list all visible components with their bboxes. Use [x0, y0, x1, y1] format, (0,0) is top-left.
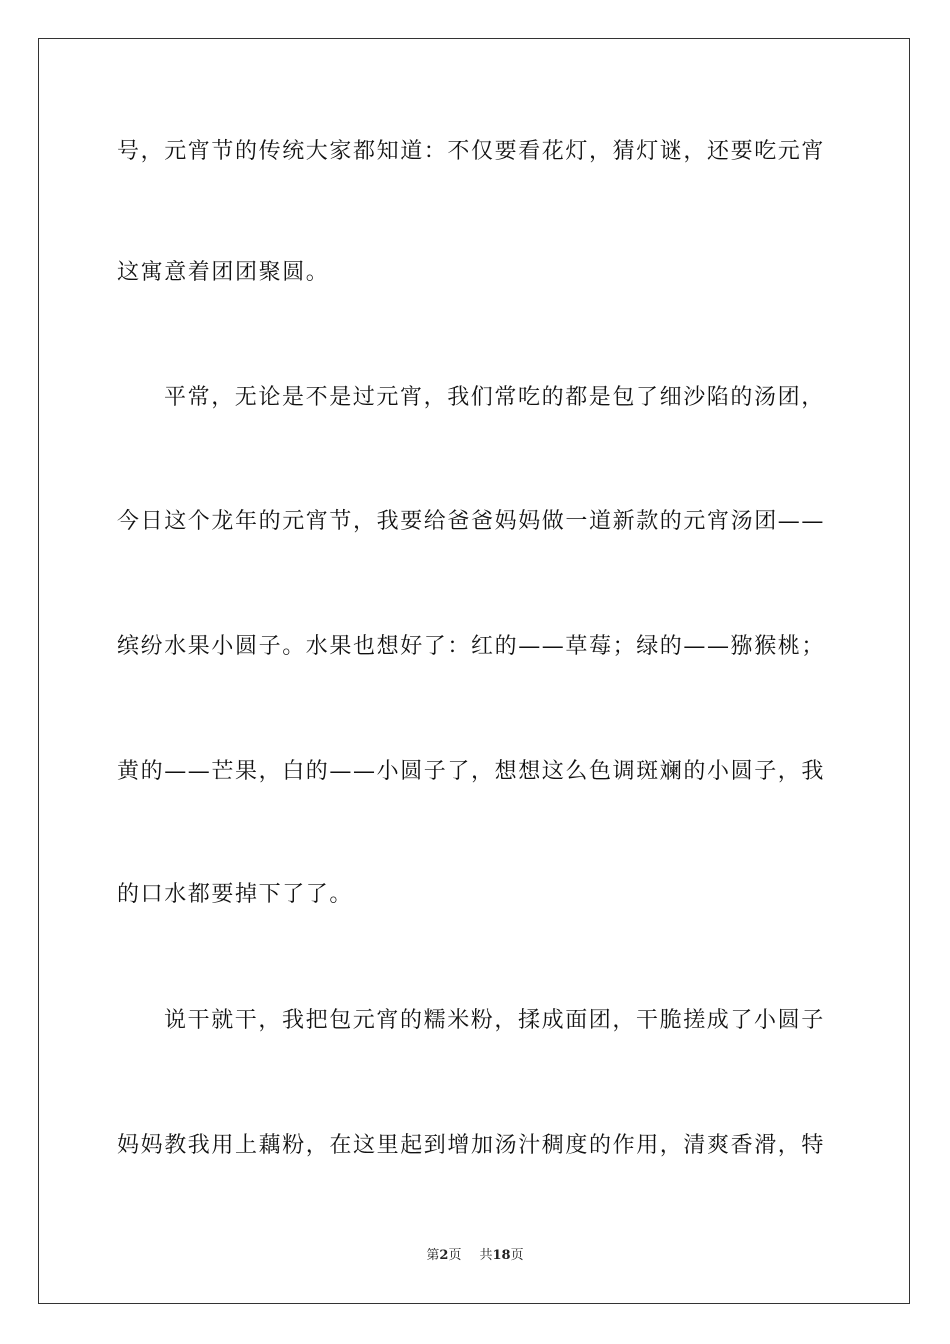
body-text-line: 缤纷水果小圆子。水果也想好了：红的——草莓；绿的——猕猴桃； — [117, 634, 826, 659]
body-text-line: 今日这个龙年的元宵节，我要给爸爸妈妈做一道新款的元宵汤团—— — [117, 509, 826, 534]
page-footer — [0, 1247, 950, 1265]
body-text-line: 妈妈教我用上藕粉，在这里起到增加汤汁稠度的作用，清爽香滑，特 — [117, 1133, 826, 1158]
page-border — [38, 38, 910, 1304]
total-prefix: 共 — [479, 1248, 493, 1263]
page-prefix: 第 — [426, 1248, 440, 1263]
total-pages: 18 — [492, 1248, 511, 1263]
body-text-line: 的口水都要掉下了了。 — [117, 882, 354, 907]
paragraph-start-line: 平常，无论是不是过元宵，我们常吃的都是包了细沙陷的汤团， — [164, 385, 825, 410]
page-suffix: 页 — [448, 1248, 462, 1263]
paragraph-start-line: 说干就干，我把包元宵的糯米粉，揉成面团，干脆搓成了小圆子 — [164, 1008, 825, 1033]
body-text-line: 黄的——芒果，白的——小圆子了，想想这么色调斑斓的小圆子，我 — [117, 759, 826, 784]
body-text-line: 号，元宵节的传统大家都知道：不仅要看花灯，猜灯谜，还要吃元宵 — [117, 139, 826, 164]
total-suffix: 页 — [510, 1248, 524, 1263]
body-text-line: 这寓意着团团聚圆。 — [117, 260, 330, 285]
page-number: 2 — [439, 1248, 449, 1263]
